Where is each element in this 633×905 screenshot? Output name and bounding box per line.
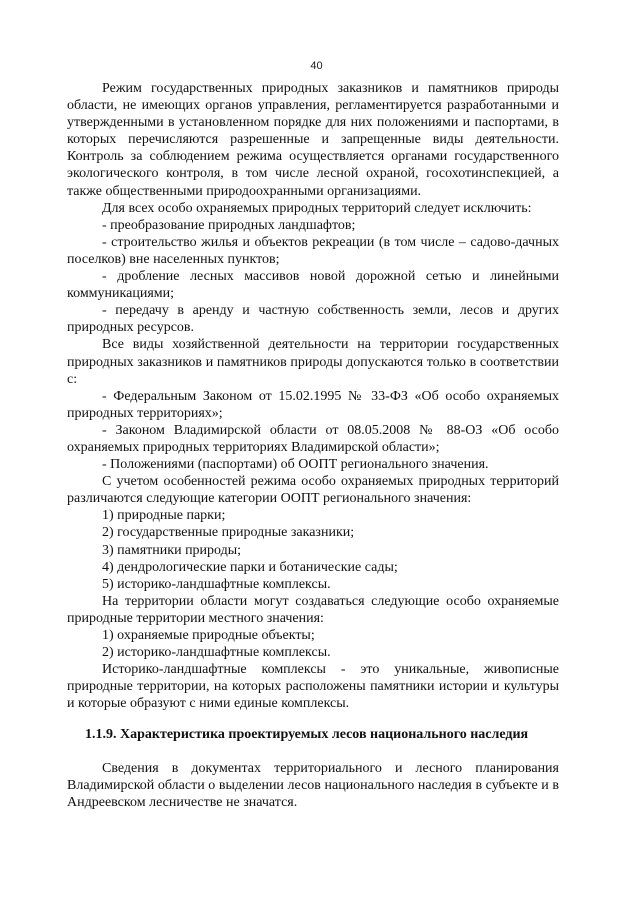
law-item: - Законом Владимирской области от 08.05.2008 № 88-ОЗ «Об особо охраняемых природных территориях Владимирской области»; (67, 422, 559, 455)
page-number: 40 (310, 60, 323, 72)
paragraph-complexes-definition: Историко-ландшафтные комплексы - это уникальные, живописные природные территории, на которых расположены памятники истории и культуры и которые образуют с ними единые комплексы. (67, 662, 559, 712)
local-category-item: 2) историко-ландшафтные комплексы. (102, 645, 331, 661)
document-body (67, 80, 559, 811)
exclusion-item: - строительство жилья и объектов рекреации (в том числе – садово-дачных поселков) вне населенных пунктов; (67, 234, 559, 267)
law-item: - Положениями (паспортами) об ООПТ регионального значения. (102, 457, 489, 473)
exclusion-item: - преобразование природных ландшафтов; (102, 217, 356, 233)
local-category-item: 1) охраняемые природные объекты; (102, 628, 315, 643)
category-item: 5) историко-ландшафтные комплексы. (102, 576, 331, 592)
paragraph-activities-intro: Все виды хозяйственной деятельности на территории государственных природных заказников и памятников природы допускаются только в соответствии с: (67, 337, 559, 387)
category-item: 3) памятники природы; (102, 542, 242, 558)
section-heading: 1.1.9. Характеристика проектируемых лесов национального наследия (85, 727, 529, 743)
paragraph-exclusions-intro: Для всех особо охраняемых природных территорий следует исключить: (102, 200, 532, 216)
paragraph-national-heritage: Сведения в документах территориального и лесного планирования Владимирской области о выделении лесов национального наследия в субъекте и в Андреевском лесничестве не значатся. (67, 760, 559, 810)
paragraph-categories-intro: С учетом особенностей режима особо охраняемых природных территорий различаются следующие категории ООПТ регионального значения: (67, 474, 559, 507)
exclusion-item: - дробление лесных массивов новой дорожной сетью и линейными коммуникациями; (67, 269, 559, 302)
category-item: 4) дендрологические парки и ботанические сады; (102, 559, 398, 575)
category-item: 2) государственные природные заказники; (102, 525, 355, 541)
category-item: 1) природные парки; (102, 508, 226, 524)
law-item: - Федеральным Законом от 15.02.1995 № 33-ФЗ «Об особо охраняемых природных территориях»; (67, 388, 559, 421)
exclusion-item: - передачу в аренду и частную собственность земли, лесов и других природных ресурсов. (67, 303, 559, 336)
paragraph-local-intro: На территории области могут создаваться следующие особо охраняемые природные территории местного значения: (67, 593, 559, 626)
paragraph-regime: Режим государственных природных заказников и памятников природы области, не имеющих органов управления, регламентируется разработанными и утвержденными в установленном порядке для них положениями и паспортами, в которых перечисляются разрешенные и запрещенные виды деятельности. Контроль за соблюдением режима осуществляется органами государственного экологического контроля, в том числе лесной охраной, госохотинспекцией, а также общественными природоохранными организациями. (67, 81, 559, 199)
